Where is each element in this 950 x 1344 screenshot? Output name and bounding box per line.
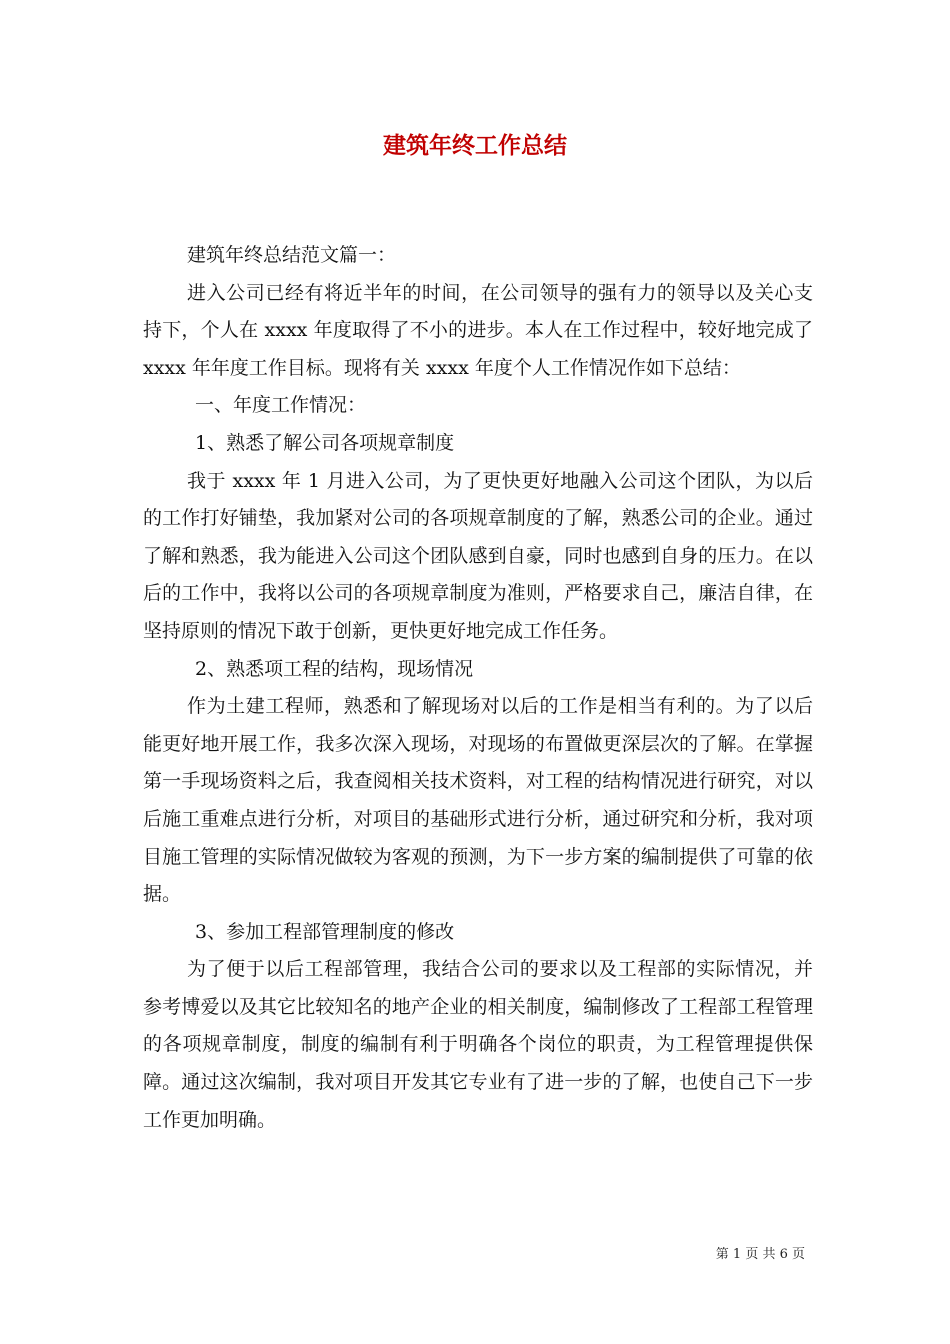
paragraph-3: 为了便于以后工程部管理，我结合公司的要求以及工程部的实际情况，并参考博爱以及其它比较知名的地产企业的相关制度，编制修改了工程部工程管理的各项规章制度，制度的编制有利于明确各个岗位的职责，为工程管理提供保障。通过这次编制，我对项目开发其它专业有了进一步的了解，也使自己下一步工作更加明确。 xyxy=(143,958,813,1131)
section-intro: 建筑年终总结范文篇一： xyxy=(187,244,397,266)
paragraph-opening: 进入公司已经有将近半年的时间，在公司领导的强有力的领导以及关心支持下，个人在 xxxx 年度取得了不小的进步。本人在工作过程中，较好地完成了 xxxx 年年度工作目标。现将有关 xxxx 年度个人工作情况作如下总结： xyxy=(143,281,813,379)
subheading-1: 1、熟悉了解公司各项规章制度 xyxy=(195,431,455,454)
paragraph-2: 作为土建工程师，熟悉和了解现场对以后的工作是相当有利的。为了以后能更好地开展工作，我多次深入现场，对现场的布置做更深层次的了解。在掌握第一手现场资料之后，我查阅相关技术资料，对工程的结构情况进行研究，对以后施工重难点进行分析，对项目的基础形式进行分析，通过研究和分析，我对项目施工管理的实际情况做较为客观的预测，为下一步方案的编制提供了可靠的依据。 xyxy=(143,695,813,906)
section-heading: 一、年度工作情况： xyxy=(195,394,367,417)
paragraph-1: 我于 xxxx 年 1 月进入公司，为了更快更好地融入公司这个团队，为以后的工作打好铺垫，我加紧对公司的各项规章制度的了解，熟悉公司的企业。通过了解和熟悉，我为能进入公司这个团队感到自豪，同时也感到自身的压力。在以后的工作中，我将以公司的各项规章制度为准则，严格要求自己，廉洁自律，在坚持原则的情况下敢于创新，更快更好地完成工作任务。 xyxy=(143,469,813,642)
subheading-3: 3、参加工程部管理制度的修改 xyxy=(195,920,455,943)
document-body xyxy=(143,237,813,1139)
page-number-footer: 第 1 页 共 6 页 xyxy=(715,1247,805,1262)
subheading-2: 2、熟悉项工程的结构，现场情况 xyxy=(195,657,474,680)
document-title: 建筑年终工作总结 xyxy=(383,132,567,159)
